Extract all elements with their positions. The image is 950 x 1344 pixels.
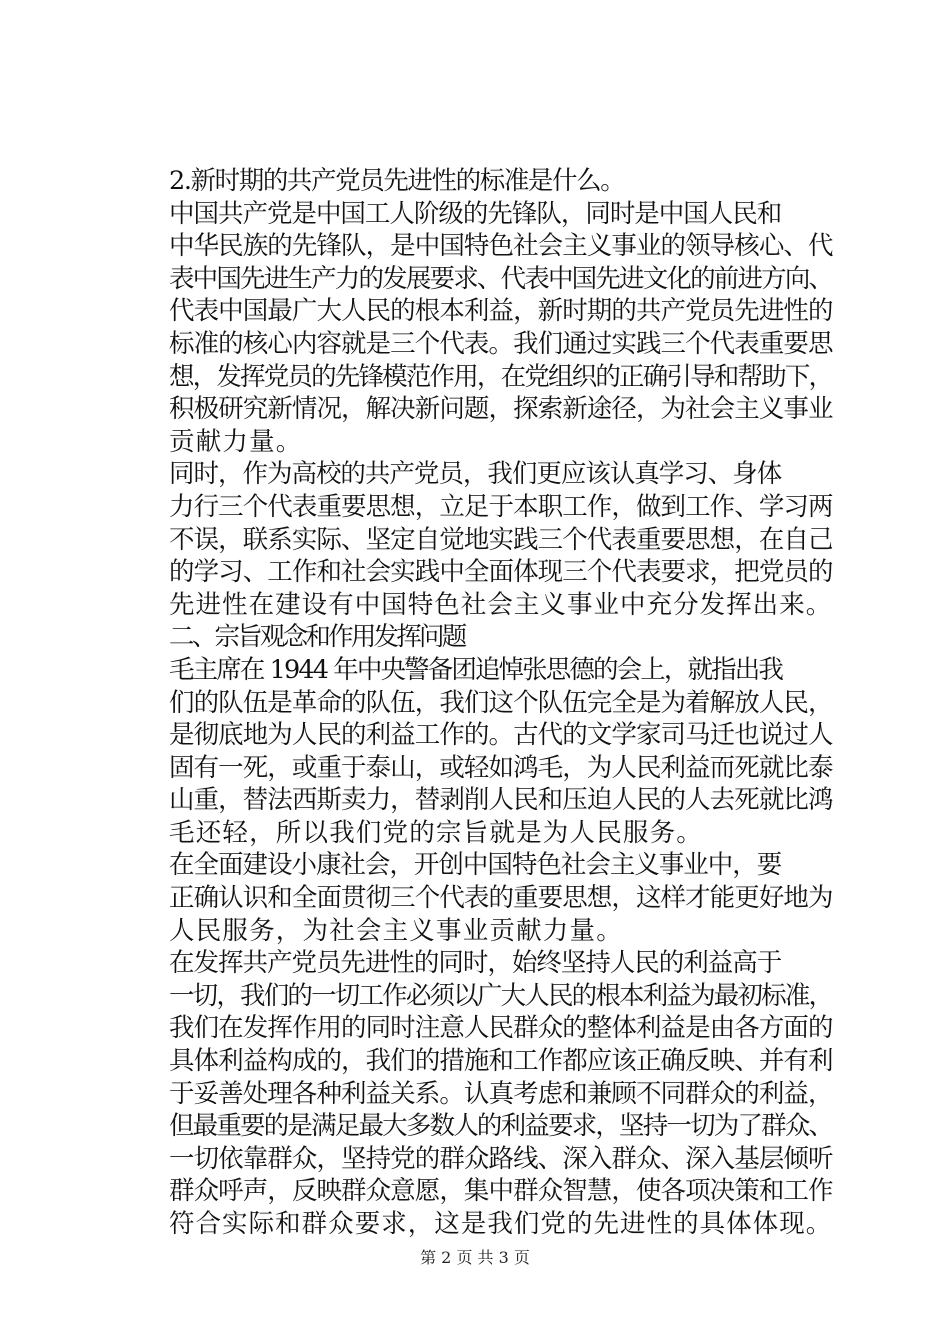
text-line: 符合实际和群众要求，这是我们党的先进性的具体体现。 [169,1209,833,1239]
text-line: 力行三个代表重要思想，立足于本职工作，做到工作、学习两 [169,491,833,522]
text-line: 积极研究新情况，解决新问题，探索新途径，为社会主义事业 [169,394,833,425]
paragraph-p1 [118,165,834,198]
text-line: 毛还轻，所以我们党的宗旨就是为人民服务。 [169,817,704,848]
text-line: 固有一死，或重于泰山，或轻如鸿毛，为人民利益而死就比泰 [169,752,833,783]
paragraph-p6 [118,849,834,947]
text-line: 毛主席在 1944 年中央警备团追悼张思德的会上，就指出我 [169,654,782,685]
text-line: 山重，替法西斯卖力，替剥削人民和压迫人民的人去死就比鸿 [169,785,833,816]
text-line: 同时，作为高校的共产党员，我们更应该认真学习、身体 [169,459,782,490]
text-line: 们的队伍是革命的队伍，我们这个队伍完全是为着解放人民， [169,687,833,718]
text-line: 2.新时期的共产党员先进性的标准是什么。 [169,166,625,196]
paragraph-p4 [118,621,834,654]
text-line: 于妥善处理各种利益关系。认真考虑和兼顾不同群众的利益， [169,1078,833,1109]
text-line: 中国共产党是中国工人阶级的先锋队，同时是中国人民和 [169,198,782,229]
text-line: 贡献力量。 [169,426,303,457]
page-footer: 第 2 页 共 3 页 [420,1248,530,1267]
text-line: 具体利益构成的，我们的措施和工作都应该正确反映、并有利 [169,1046,833,1077]
document-body [118,165,834,1241]
paragraph-p5 [118,654,834,850]
text-line: 在全面建设小康社会，开创中国特色社会主义事业中，要 [169,850,782,881]
text-line: 在发挥共产党员先进性的同时，始终坚持人民的利益高于 [169,948,782,979]
text-line: 群众呼声，反映群众意愿，集中群众智慧，使各项决策和工作 [169,1176,833,1207]
text-line: 人民服务，为社会主义事业贡献力量。 [169,915,623,946]
paragraph-p3 [118,458,834,621]
text-line: 中华民族的先锋队，是中国特色社会主义事业的领导核心、代 [169,231,833,262]
text-line: 想，发挥党员的先锋模范作用，在党组织的正确引导和帮助下， [169,361,833,392]
text-line: 二、宗旨观念和作用发挥问题 [169,622,465,653]
text-line: 正确认识和全面贯彻三个代表的重要思想，这样才能更好地为 [169,883,833,914]
text-line: 标准的核心内容就是三个代表。我们通过实践三个代表重要思 [169,328,833,359]
text-line: 是彻底地为人民的利益工作的。古代的文学家司马迁也说过人 [169,720,833,751]
text-line: 代表中国最广大人民的根本利益，新时期的共产党员先进性的 [169,296,833,327]
text-line: 一切，我们的一切工作必须以广大人民的根本利益为最初标准， [169,980,833,1011]
text-line: 一切依靠群众，坚持党的群众路线、深入群众、深入基层倾听 [169,1143,833,1174]
text-line: 但最重要的是满足最大多数人的利益要求，坚持一切为了群众、 [169,1111,833,1142]
paragraph-p7 [118,947,834,1240]
text-line: 不误，联系实际、坚定自觉地实践三个代表重要思想，在自己 [169,524,833,555]
paragraph-p2 [118,198,834,459]
text-line: 的学习、工作和社会实践中全面体现三个代表要求，把党员的 [169,557,833,588]
text-line: 我们在发挥作用的同时注意人民群众的整体利益是由各方面的 [169,1013,833,1044]
text-line: 表中国先进生产力的发展要求、代表中国先进文化的前进方向、 [169,263,833,294]
text-line: 先进性在建设有中国特色社会主义事业中充分发挥出来。 [169,589,833,620]
